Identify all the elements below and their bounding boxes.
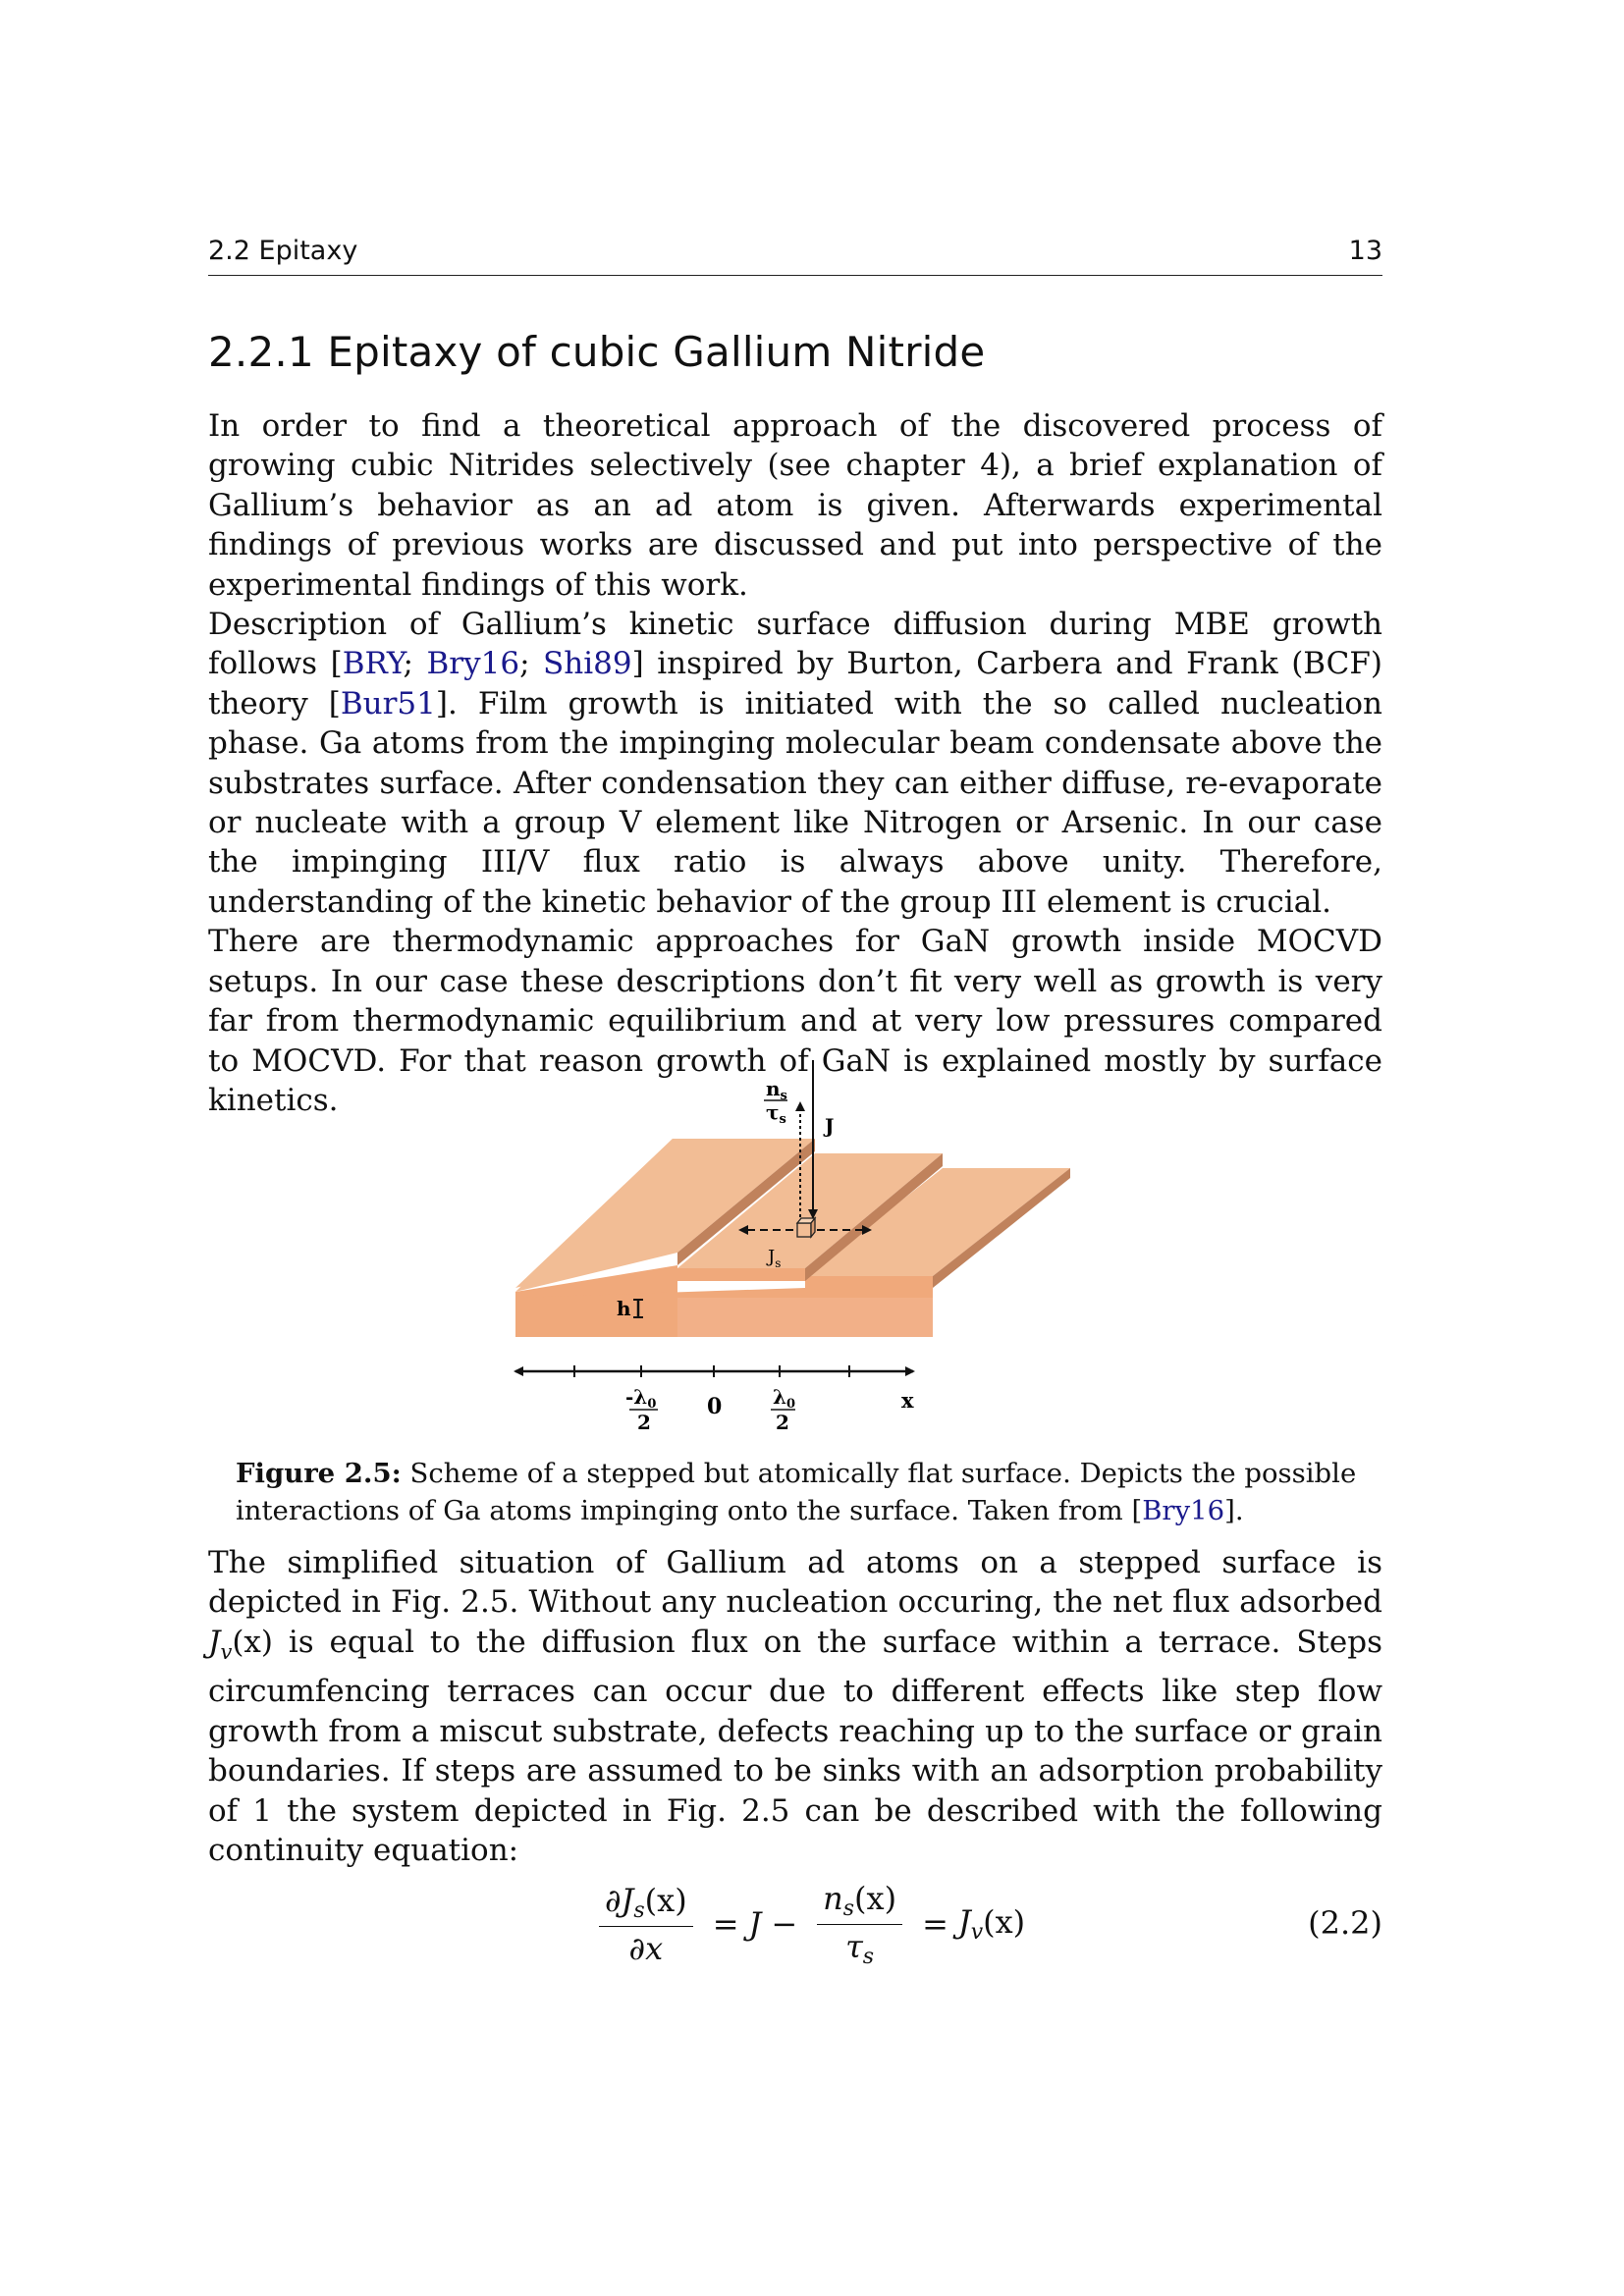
- tick-label-pos-den: 2: [776, 1411, 789, 1434]
- figure-caption: [236, 1455, 1382, 1529]
- text-run: is equal to the diffusion flux on the surface within a terrace. Steps circumfencing terraces can occur due to different effects like step flow growth from a miscut substrate, defects reaching up to the surface or grain boundaries. If steps are assumed to be sinks with an adsorption probability of 1 the system depicted in Fig. 2.5 can be described with the following continuity equation:: [208, 1624, 1382, 1869]
- adatom-cube: [797, 1218, 815, 1237]
- citation-link[interactable]: Shi89: [543, 646, 632, 682]
- label-js: $J_s$: [768, 1247, 782, 1270]
- caption-end: ].: [1224, 1495, 1244, 1526]
- equation-2-2: [208, 1875, 1382, 1973]
- x-axis-label: x: [901, 1388, 914, 1413]
- body-text-top: [208, 406, 1382, 1120]
- equation-number: (2.2): [1308, 1904, 1382, 1942]
- inline-math-arg: (x): [232, 1624, 273, 1660]
- citation-link[interactable]: BRY: [342, 646, 404, 682]
- section-title: 2.2.1 Epitaxy of cubic Gallium Nitride: [208, 328, 986, 376]
- desorption-arrowhead: [795, 1101, 805, 1111]
- fraction-lhs: $\frac{\partial J_s(x)}{\partial x}$: [599, 1882, 693, 1967]
- rhs: $J_v(x)$: [957, 1903, 1026, 1945]
- label-taus: $\tau_s$: [766, 1100, 786, 1127]
- tick-label-neg-den: 2: [637, 1411, 651, 1434]
- citation-link[interactable]: Bur51: [340, 685, 436, 721]
- citation-link[interactable]: Bry16: [426, 646, 520, 682]
- tick-label-zero: 0: [707, 1394, 723, 1419]
- caption-label: Figure 2.5:: [236, 1458, 402, 1489]
- text-run: The simplified situation of Gallium ad atoms on a stepped surface is depicted in Fig. 2.5. Without any nucleation occuring, the net flux adsorbed: [208, 1545, 1382, 1621]
- header-section: 2.2 Epitaxy: [208, 236, 358, 266]
- text-run: ] inspired by Burton, Carbera and Frank (BCF) theory [: [208, 646, 1382, 721]
- label-ns: $n_s$: [766, 1077, 787, 1103]
- paragraph-3: There are thermodynamic approaches for GaN growth inside MOCVD setups. In our case these descriptions don’t fit very well as growth is very far from thermodynamic equilibrium and at very low pressures compared to MOCVD. For that reason growth of GaN is explained mostly by surface kinetics.: [208, 924, 1382, 1118]
- text-run: Description of Gallium’s kinetic surface diffusion during MBE growth follows [: [208, 607, 1382, 682]
- equals-sign: =: [922, 1905, 948, 1943]
- x-axis-arrowhead: [905, 1366, 915, 1376]
- stepped-surface-figure: [501, 1041, 1080, 1453]
- page-number: 13: [1348, 236, 1382, 266]
- terrace-right-front: [805, 1276, 933, 1288]
- label-h: h: [617, 1297, 631, 1320]
- label-j: J: [825, 1114, 835, 1138]
- text-run: ;: [519, 646, 544, 682]
- terrace-front-shade: [677, 1298, 933, 1337]
- paragraph-1: In order to find a theoretical approach of the discovered process of growing cubic Nitrides selectively (see chapter 4), a brief explanation of Gallium’s behavior as an ad atom is given. Afterwards experimental findings of previous works are discussed and put into perspective of the experimental findings of this work.: [208, 408, 1382, 603]
- fraction-mid: $\frac{n_s(x)}{\tau_s}$: [817, 1880, 902, 1969]
- text-run: ;: [403, 646, 427, 682]
- inline-math-j: J: [208, 1624, 221, 1660]
- body-text-bottom: [208, 1543, 1382, 1870]
- caption-text: Scheme of a stepped but atomically flat surface. Depicts the possible interactions of Ga atoms impinging onto the surface. Taken from [: [236, 1458, 1357, 1526]
- tick-label-pos: $\lambda_0$: [773, 1385, 796, 1412]
- paragraph-2: [208, 605, 1382, 922]
- inline-math-sub: v: [220, 1640, 233, 1664]
- citation-link[interactable]: Bry16: [1142, 1495, 1225, 1526]
- flux-symbol: J: [748, 1905, 762, 1943]
- terrace-middle-front: [677, 1268, 805, 1281]
- running-header: [208, 236, 1382, 276]
- equation-body: [589, 1875, 1025, 1973]
- minus-sign: −: [771, 1905, 798, 1943]
- text-run: ]. Film growth is initiated with the so called nucleation phase. Ga atoms from the impinging molecular beam condensate above the substrates surface. After condensation they can either diffuse, re-evaporate or nucleate with a group V element like Nitrogen or Arsenic. In our case the impinging III/V flux ratio is always above unity. Therefore, understanding of the kinetic behavior of the group III element is crucial.: [208, 685, 1382, 920]
- paragraph-4: [208, 1543, 1382, 1870]
- tick-label-neg: $-\lambda_0$: [625, 1385, 657, 1412]
- equals-sign: =: [712, 1905, 739, 1943]
